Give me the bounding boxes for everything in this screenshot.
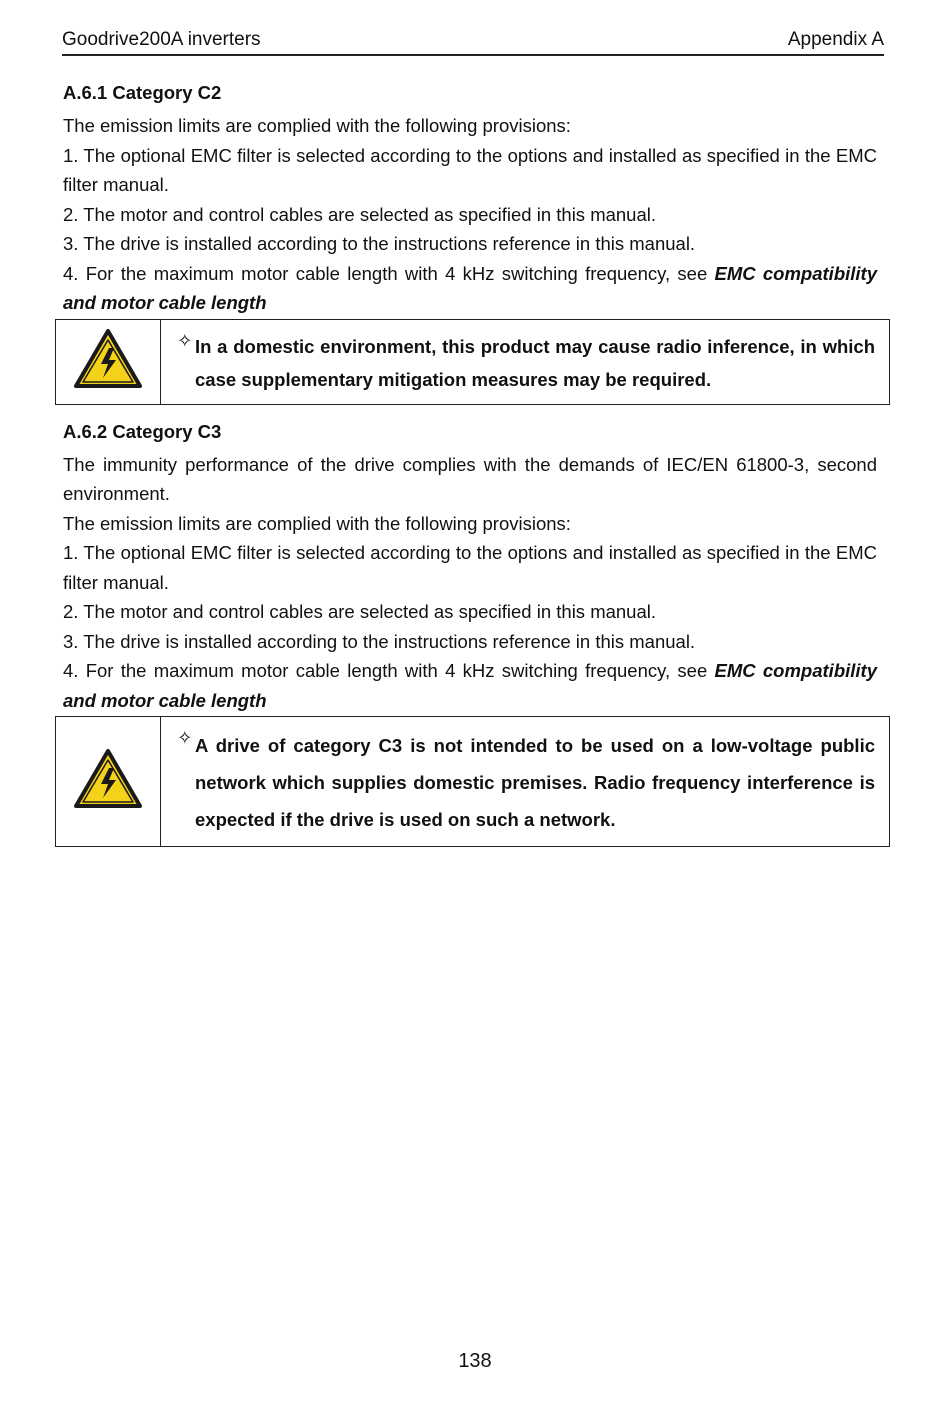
warning-icon-cell: [56, 320, 161, 404]
c3-intro: The emission limits are complied with the following provisions:: [63, 512, 571, 534]
c2-item-1: 1. The optional EMC filter is selected according to the options and installed as specified in the EMC filter manual.: [63, 144, 877, 195]
c2-item-4-text: 4. For the maximum motor cable length with 4 kHz switching frequency, see: [63, 262, 708, 284]
c2-intro: The emission limits are complied with the following provisions:: [63, 115, 571, 136]
c3-item-4-text: 4. For the maximum motor cable length with 4 kHz switching frequency, see: [63, 660, 708, 681]
warning-text-c3: A drive of category C3 is not intended to be used on a low-voltage public network which supplies domestic premises. Radio frequency interference is expected if the drive is used on such a network.: [195, 735, 875, 830]
page-number: 138: [458, 1350, 492, 1372]
c2-item-2: 2. The motor and control cables are selected as specified in this manual.: [63, 203, 657, 225]
warning-text-cell: [161, 717, 889, 846]
c3-immunity: The immunity performance of the drive complies with the demands of IEC/EN 61800-3, second environment.: [63, 453, 877, 504]
warning-icon-cell: [56, 717, 161, 846]
section-heading-c2: A.6.1 Category C2: [63, 82, 222, 103]
diamond-bullet-icon: ✧: [177, 727, 193, 748]
warning-text-cell: [161, 320, 889, 404]
header-section: Appendix A: [787, 29, 884, 50]
c2-item-4-reference: EMC compatibility and motor cable length: [63, 262, 877, 313]
c2-item-3: 3. The drive is installed according to the instructions reference in this manual.: [63, 233, 696, 254]
section-heading-c3: A.6.2 Category C3: [63, 420, 222, 442]
warning-box-c3: [55, 716, 890, 847]
high-voltage-warning-icon: [73, 328, 143, 395]
c2-item-4: [63, 259, 877, 318]
high-voltage-warning-icon: [73, 748, 143, 815]
page-header: [62, 30, 884, 56]
warning-text-c2: In a domestic environment, this product may cause radio inference, in which case supplementary mitigation measures may be required.: [195, 335, 875, 390]
diamond-bullet-icon: ✧: [177, 329, 193, 351]
c3-item-4-reference: EMC compatibility and motor cable length: [63, 660, 877, 711]
header-title: Goodrive200A inverters: [62, 29, 261, 50]
page-content: [63, 78, 877, 859]
c3-item-4: [63, 656, 877, 715]
c3-item-2: 2. The motor and control cables are selected as specified in this manual.: [63, 601, 657, 622]
warning-box-c2: [55, 319, 890, 405]
c3-item-3: 3. The drive is installed according to the instructions reference in this manual.: [63, 630, 696, 652]
c3-item-1: 1. The optional EMC filter is selected according to the options and installed as specified in the EMC filter manual.: [63, 542, 877, 593]
